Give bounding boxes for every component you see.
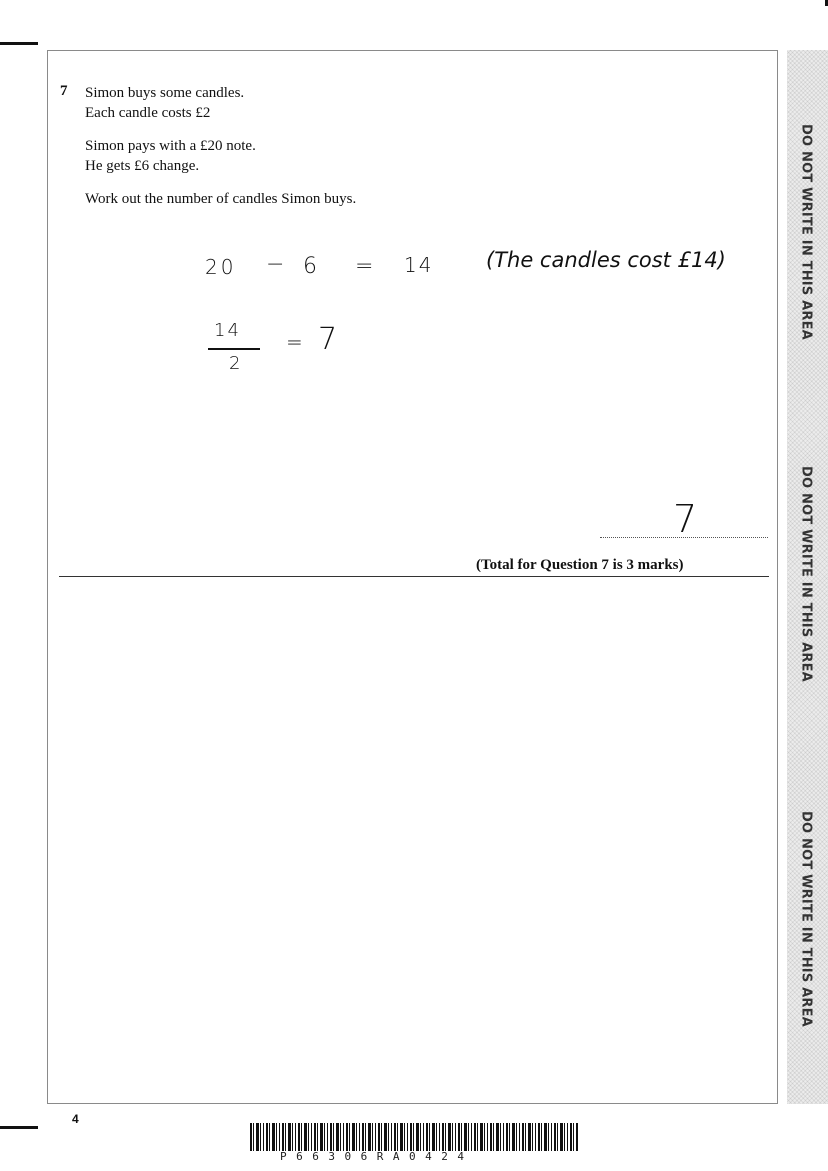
question-number: 7 [60,83,68,99]
question-line-3: Simon pays with a £20 note. [85,138,256,154]
working-result-2: 7 [318,322,338,357]
fraction-denominator: 2 [229,353,241,374]
total-marks-label: (Total for Question 7 is 3 marks) [476,557,684,573]
barcode [250,1123,578,1151]
working-operand-a: 20 [205,255,237,279]
working-equals-1: = [355,254,374,279]
working-result-1: 14 [404,253,434,277]
question-end-rule [59,576,769,577]
top-left-corner-mark [0,42,38,45]
fraction-bar [208,348,260,350]
question-line-4: He gets £6 change. [85,158,200,174]
question-line-1: Simon buys some candles. [85,85,245,101]
bottom-left-corner-mark [0,1126,38,1129]
page-number: 4 [72,1112,79,1126]
question-line-2: Each candle costs £2 [85,105,211,121]
working-operand-b: 6 [303,254,317,279]
working-note: (The candles cost £14) [486,248,726,272]
answer-value: 7 [673,497,698,541]
working-minus: − [266,252,285,277]
margin-warning-bottom: DO NOT WRITE IN THIS AREA [798,811,814,1027]
margin-warning-top: DO NOT WRITE IN THIS AREA [798,124,814,340]
working-equals-2: = [286,330,303,354]
barcode-text: P66306RA0424 [280,1150,474,1163]
question-line-5: Work out the number of candles Simon buys. [85,191,357,207]
fraction-numerator: 14 [214,320,241,341]
margin-warning-middle: DO NOT WRITE IN THIS AREA [798,466,814,682]
